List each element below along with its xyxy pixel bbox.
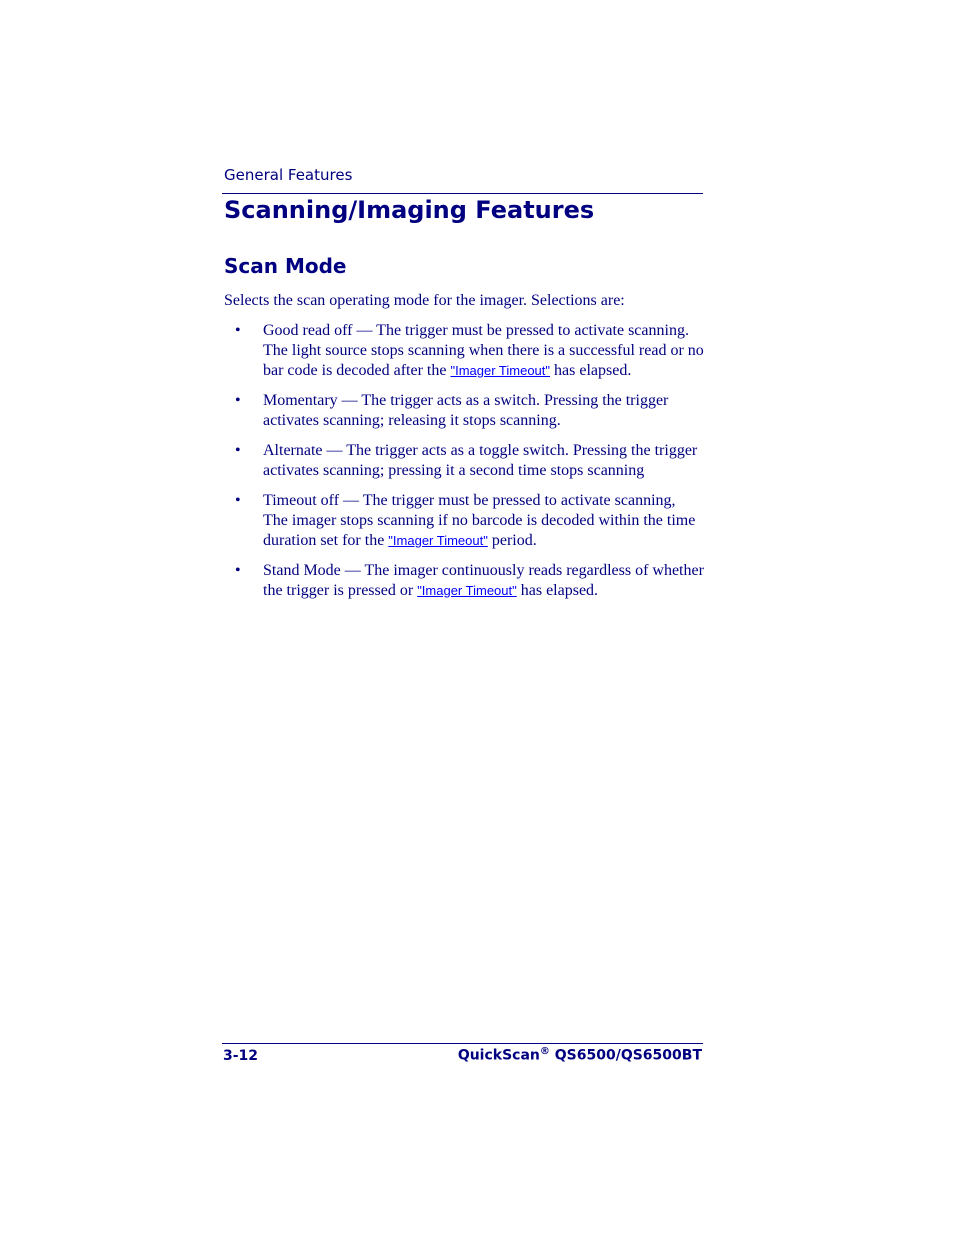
bullet-icon: •: [235, 442, 241, 459]
page-title: Scanning/Imaging Features: [224, 196, 595, 224]
section-title: Scan Mode: [224, 254, 347, 278]
item-text: Good read off — The trigger must be pressed to activate scanning. The light source stops scanning when there is a successful read or no bar code is decoded after the: [263, 322, 704, 379]
item-text: Momentary — The trigger acts as a switch. Pressing the trigger activates scanning; releasing it stops scanning.: [263, 392, 669, 429]
bullet-icon: •: [235, 562, 241, 579]
list-item-good-read-off: [224, 321, 704, 381]
imager-timeout-link[interactable]: "Imager Timeout": [417, 583, 517, 598]
imager-timeout-link[interactable]: "Imager Timeout": [450, 363, 551, 378]
imager-timeout-link[interactable]: "Imager Timeout": [388, 533, 488, 548]
list-item-stand-mode: [224, 561, 704, 601]
item-text: Timeout off — The trigger must be pressed to activate scanning, The imager stops scanning if no barcode is decoded within the time duration set for the: [263, 492, 696, 549]
bullet-icon: •: [235, 322, 241, 339]
footer-rule: [222, 1043, 703, 1044]
list-item-timeout-off: [224, 491, 704, 551]
list-item-momentary: [224, 391, 704, 431]
header-rule: [222, 193, 703, 194]
item-text: Stand Mode — The imager continuously reads regardless of whether the trigger is pressed or: [263, 562, 704, 599]
item-text-tail: has elapsed.: [516, 582, 599, 599]
footer-product: [458, 1046, 702, 1064]
registered-mark: ®: [539, 1046, 550, 1057]
running-head: General Features: [224, 166, 353, 184]
item-text-tail: period.: [487, 532, 537, 549]
product-model: QS6500/QS6500BT: [549, 1047, 702, 1064]
product-name: QuickScan: [457, 1047, 540, 1064]
scan-mode-list: [224, 321, 704, 611]
item-text-tail: has elapsed.: [550, 362, 632, 379]
intro-paragraph: Selects the scan operating mode for the imager. Selections are:: [224, 292, 625, 309]
list-item-alternate: [224, 441, 704, 481]
bullet-icon: •: [235, 392, 241, 409]
item-text: Alternate — The trigger acts as a toggle switch. Pressing the trigger activates scanning; pressing it a second time stops scanning: [263, 442, 698, 479]
bullet-icon: •: [235, 492, 241, 509]
page-number: 3-12: [223, 1048, 259, 1064]
